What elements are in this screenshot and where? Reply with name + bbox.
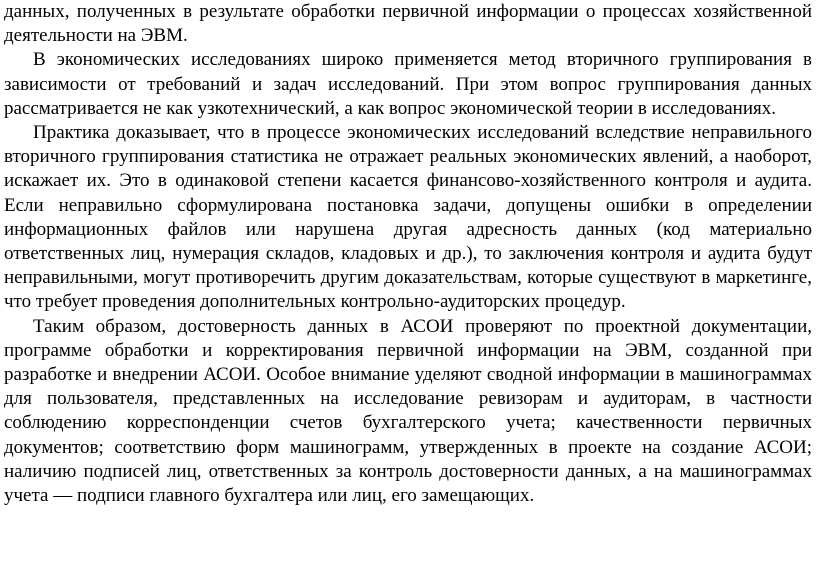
paragraph-secondary-grouping: В экономических исследованиях широко применяется метод вторичного группирования в зависимости от требований и задач исследований. При этом вопрос группирования данных рассматривается не как узкотехнический, а как вопрос экономической теории в исследованиях. (4, 49, 812, 119)
paragraph-conclusion: Таким образом, достоверность данных в АСОИ проверяют по проектной документации, программе обработки и корректирования первичной информации на ЭВМ, созданной при разработке и внедрении АСОИ. Особое внимание уделяют сводной информации в машинограммах для пользователя, представленных на исследование ревизорам и аудиторам, в частности соблюдению корреспонденции счетов бухгалтерского учета; качественности первичных документов; соответствию форм машинограмм, утвержденных в проекте на создание АСОИ; наличию подписей лиц, ответственных за контроль достоверности данных, а на машинограммах учета — подписи главного бухгалтера или лиц, его замещающих. (4, 315, 812, 507)
paragraph-continuation: данных, полученных в результате обработки первичной информации о процессах хозяйственной деятельности на ЭВМ. (4, 1, 812, 47)
paragraph-practice: Практика доказывает, что в процессе экономических исследований вследствие неправильного вторичного группирования статистика не отражает реальных экономических явлений, а наоборот, искажает их. Это в одинаковой степени касается финансово-хозяйственного контроля и аудита. Если неправильно сформулирована постановка задачи, допущены ошибки в определении информационных файлов или нарушена другая адресность данных (код материально ответственных лиц, нумерация складов, кладовых и др.), то заключения контроля и аудита будут неправильными, могут противоречить другим доказательствам, которые существуют в маркетинге, что требует проведения дополнительных контрольно-аудиторских процедур. (4, 122, 812, 313)
